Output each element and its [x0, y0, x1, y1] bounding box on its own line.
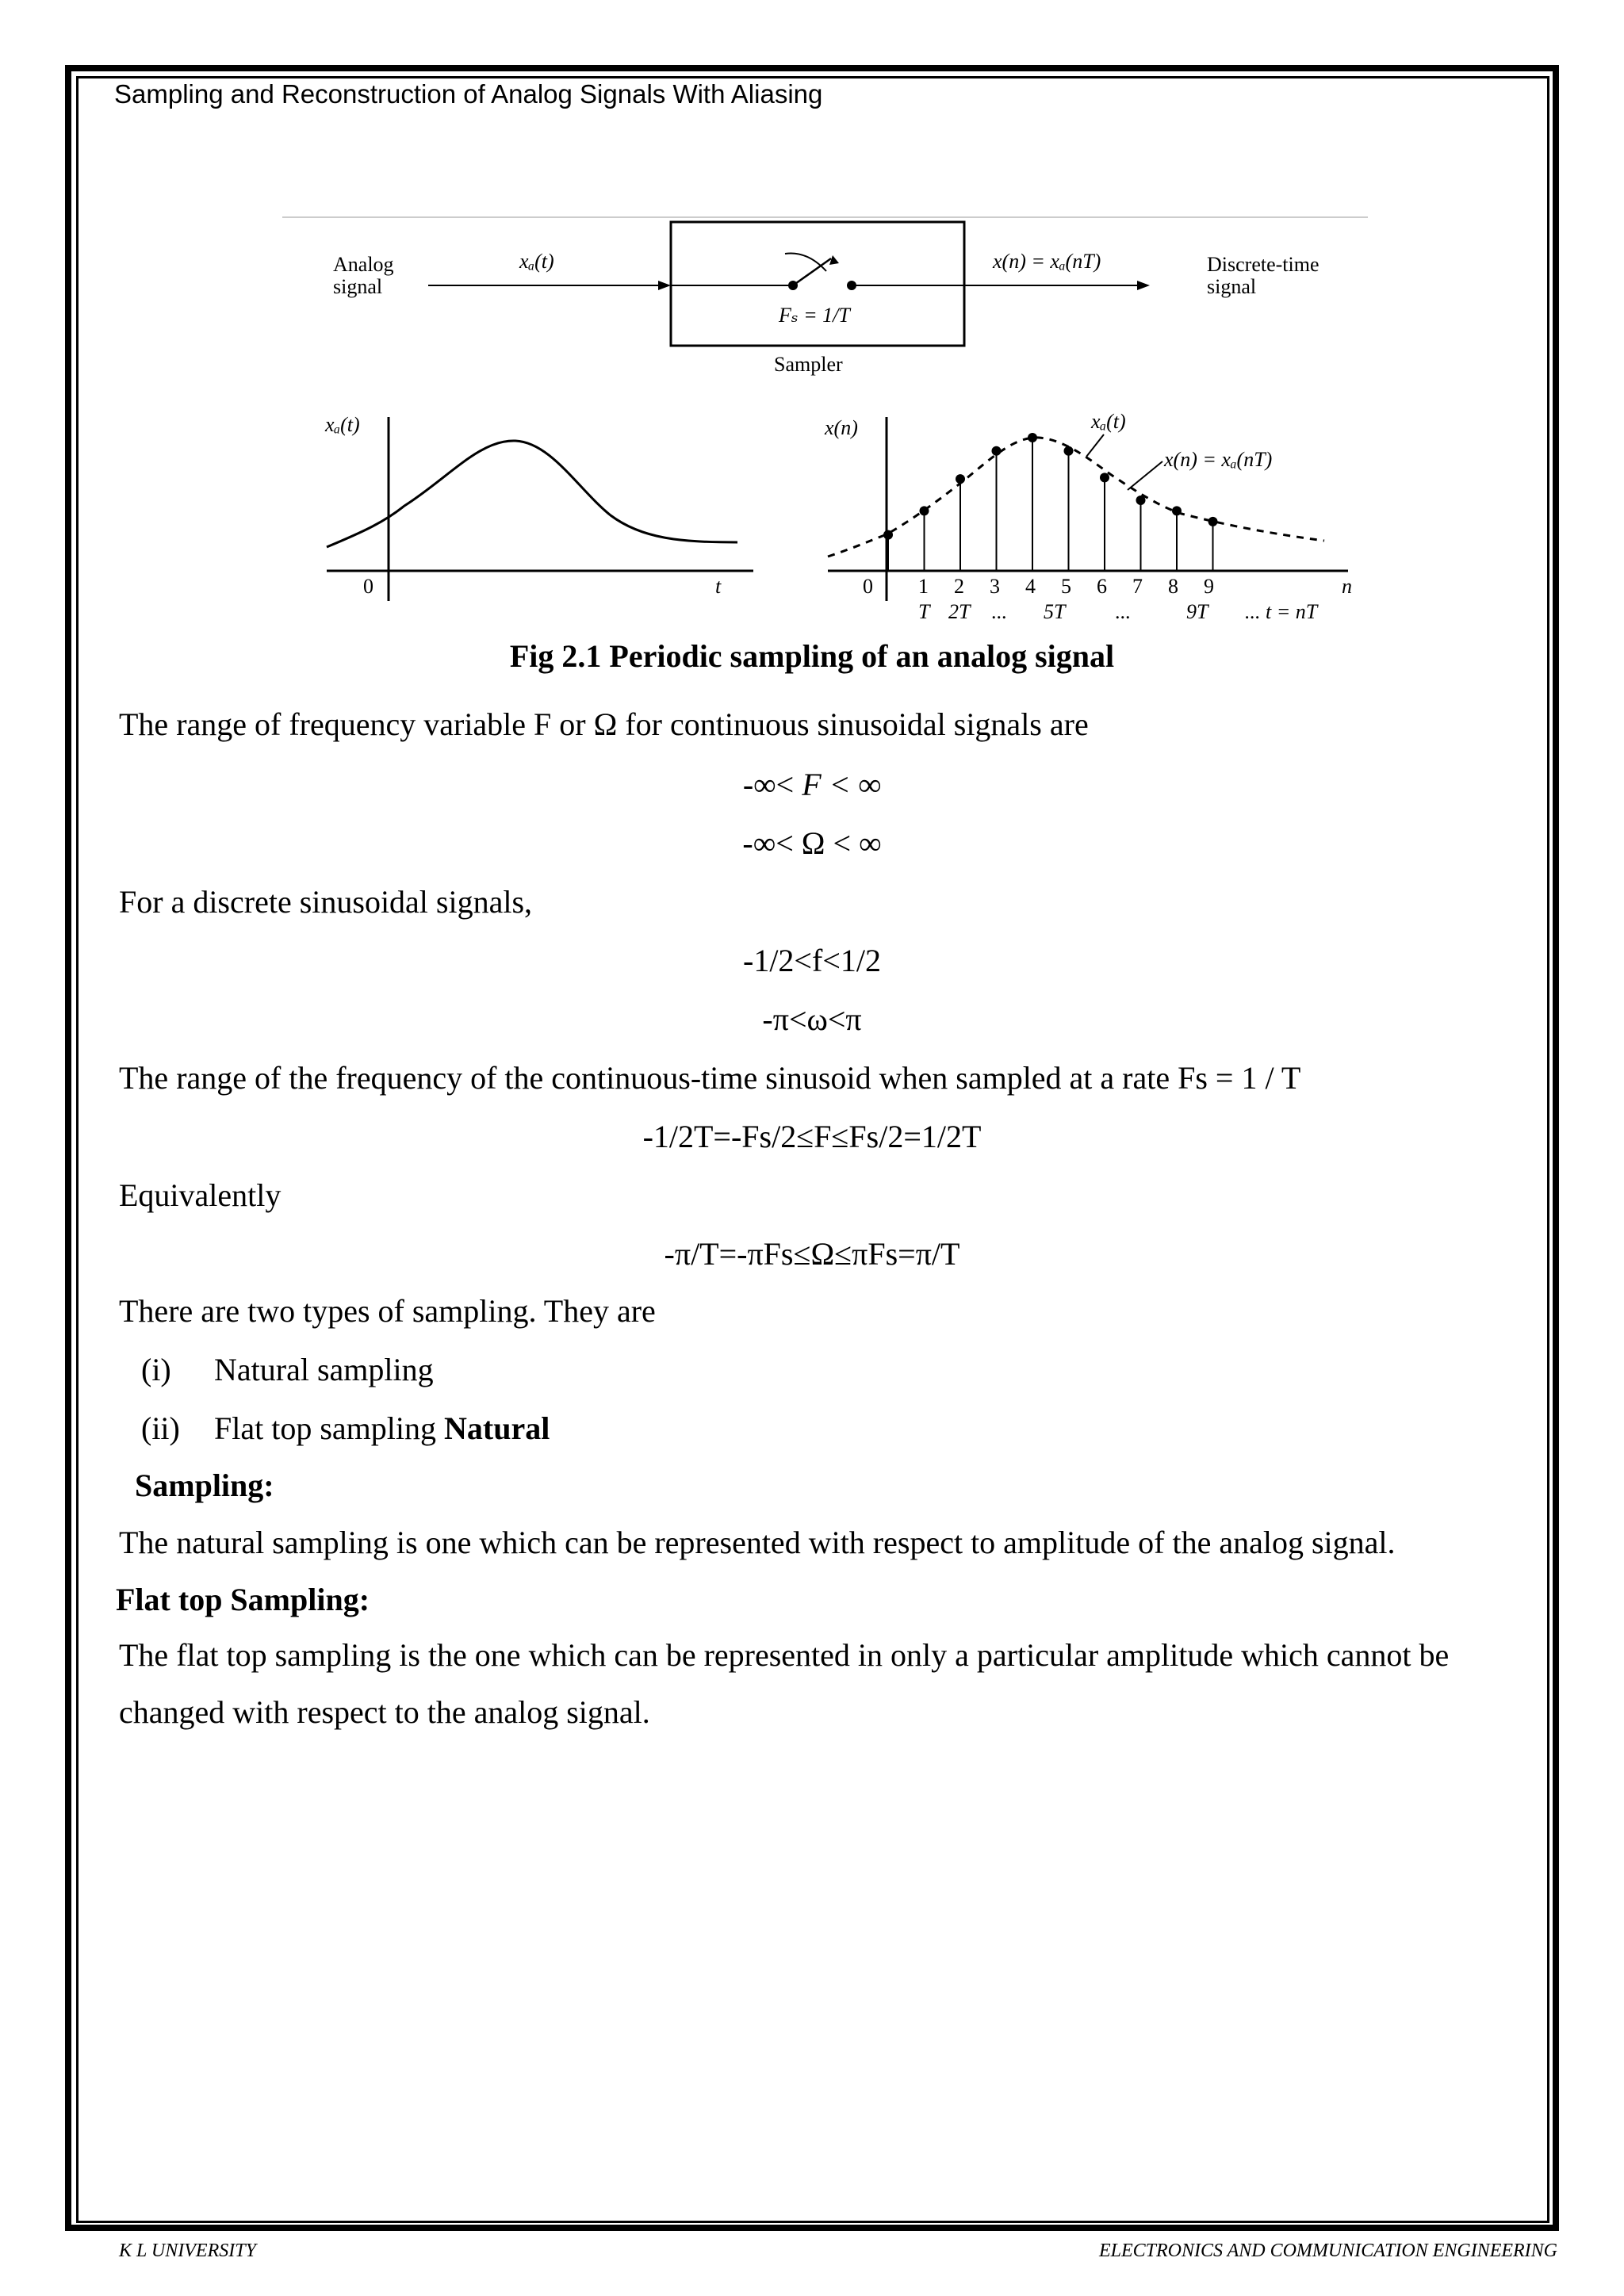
n-tick-7: 7 — [1132, 575, 1143, 598]
list-item-1-number: (i) — [141, 1352, 171, 1387]
right-plot-origin: 0 — [863, 575, 873, 598]
heading-flat-top-sampling: Flat top Sampling: — [116, 1582, 370, 1617]
list-item-1-label: Natural sampling — [214, 1352, 434, 1387]
list-item-2-bold: Natural — [444, 1410, 550, 1446]
n-tick-5: 5 — [1061, 575, 1071, 598]
left-plot-xlabel: t — [715, 575, 722, 598]
sample-point-1 — [920, 506, 929, 515]
input-label-1: Analog — [333, 253, 394, 276]
list-item-2-number: (ii) — [141, 1410, 180, 1446]
list-item-2-label: Flat top sampling — [214, 1410, 444, 1446]
time-row-5T: 5T — [1044, 600, 1066, 623]
paragraph-flat-top-1: The flat top sampling is the one which can be represented in only a particular amplitude which cannot be — [119, 1637, 1450, 1673]
time-row-nT: ... t = nT — [1245, 600, 1318, 623]
figure-svg — [278, 205, 1372, 633]
sample-point-7 — [1136, 496, 1146, 505]
n-tick-9: 9 — [1204, 575, 1214, 598]
sample-point-2 — [956, 474, 965, 484]
sample-point-0 — [883, 530, 893, 540]
equation-f-range: -1/2<f<1/2 — [743, 943, 881, 978]
n-tick-1: 1 — [918, 575, 929, 598]
time-row-9T: 9T — [1186, 600, 1208, 623]
equation-w-range: -π<ω<π — [762, 1001, 862, 1037]
footer-left: K L UNIVERSITY — [119, 2241, 256, 2261]
time-row-dots-1: ... — [991, 600, 1007, 623]
right-plot-xlabel: n — [1342, 575, 1352, 598]
sample-label-leader — [1128, 461, 1162, 490]
figure-caption: Fig 2.1 Periodic sampling of an analog signal — [509, 638, 1115, 674]
paragraph-discrete: For a discrete sinusoidal signals, — [119, 884, 533, 920]
switch-motion-arc — [785, 253, 826, 271]
page-header: Sampling and Reconstruction of Analog Signals With Aliasing — [114, 79, 823, 109]
sample-point-4 — [1028, 433, 1037, 442]
equation-F-text: F < ∞ — [802, 767, 882, 802]
list-item-2-text — [214, 1410, 550, 1447]
sampler-box — [671, 222, 964, 346]
input-label-2: signal — [333, 275, 383, 298]
switch-blade — [793, 258, 831, 285]
paragraph-sampled-range: The range of the frequency of the continuous-time sinusoid when sampled at a rate Fs = 1 / T — [119, 1060, 1301, 1096]
n-tick-4: 4 — [1025, 575, 1036, 598]
heading-natural-sampling: Sampling: — [135, 1468, 274, 1503]
input-signal-label: xₐ(t) — [519, 250, 554, 273]
n-tick-2: 2 — [954, 575, 964, 598]
time-row-T: T — [918, 600, 930, 623]
paragraph-flat-top-2: changed with respect to the analog signal. — [119, 1694, 650, 1730]
curve-label: xₐ(t) — [1091, 410, 1126, 433]
input-arrow-head — [658, 281, 671, 290]
left-plot — [324, 413, 753, 601]
n-tick-8: 8 — [1168, 575, 1178, 598]
equation-omega-range: -∞< Ω < ∞ — [742, 825, 882, 861]
sample-point-8 — [1172, 506, 1182, 515]
output-arrow-head — [1137, 281, 1150, 290]
time-row-dots-2: ... — [1115, 600, 1131, 623]
n-tick-6: 6 — [1097, 575, 1107, 598]
sampler-rate-label: Fₛ = 1/T — [779, 304, 850, 327]
sample-point-9 — [1208, 517, 1218, 526]
paragraph-frequency-range: The range of frequency variable F or Ω for continuous sinusoidal signals are — [119, 706, 1089, 742]
switch-motion-arrow — [829, 255, 839, 265]
paragraph-equivalently: Equivalently — [119, 1177, 282, 1213]
sample-point-6 — [1100, 473, 1109, 482]
sample-point-3 — [992, 446, 1002, 456]
time-row-2T: 2T — [948, 600, 971, 623]
paragraph-natural-sampling: The natural sampling is one which can be represented with respect to amplitude of the analog signal. — [119, 1525, 1396, 1560]
sample-point-5 — [1064, 446, 1074, 456]
output-label-1: Discrete-time — [1207, 253, 1320, 276]
sampler-label: Sampler — [774, 353, 843, 376]
sample-label: x(n) = xₐ(nT) — [1164, 448, 1273, 471]
list-item-1-text — [214, 1351, 434, 1388]
equation-F-range: -∞< F < ∞ — [742, 767, 882, 802]
left-plot-origin: 0 — [363, 575, 373, 598]
footer-right: ELECTRONICS AND COMMUNICATION ENGINEERING — [1098, 2241, 1557, 2261]
equation-sampled-F: -1/2T=-Fs/2≤F≤Fs/2=1/2T — [642, 1119, 982, 1154]
curve-label-leader — [1086, 434, 1104, 457]
figure-sampling — [278, 205, 1372, 633]
n-tick-3: 3 — [990, 575, 1000, 598]
right-plot — [824, 410, 1352, 623]
output-signal-label: x(n) = xₐ(nT) — [993, 250, 1101, 273]
left-plot-ylabel: xₐ(t) — [325, 413, 360, 436]
right-plot-ylabel: x(n) — [825, 416, 858, 439]
equation-sampled-omega: -π/T=-πFs≤Ω≤πFs=π/T — [664, 1236, 960, 1272]
output-label-2: signal — [1207, 275, 1257, 298]
paragraph-types: There are two types of sampling. They are — [119, 1293, 656, 1329]
